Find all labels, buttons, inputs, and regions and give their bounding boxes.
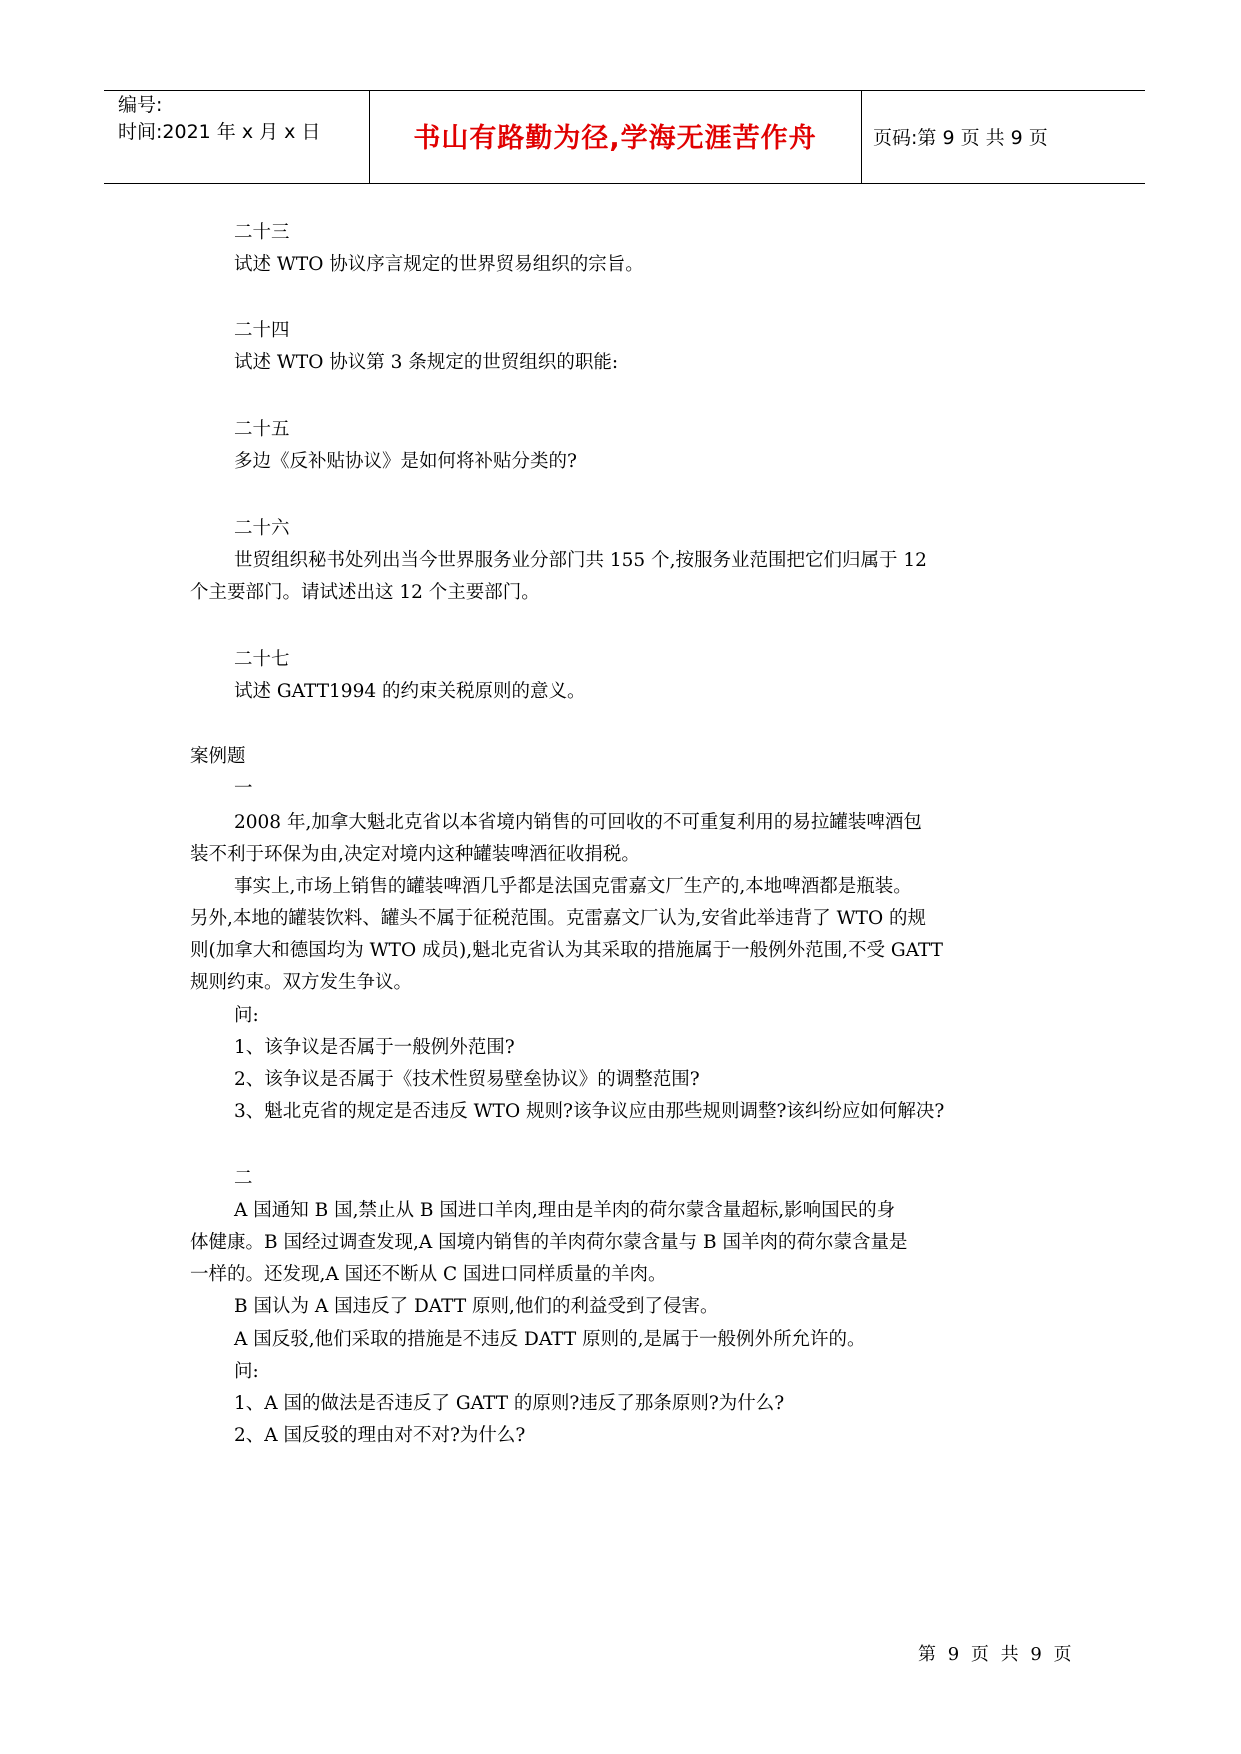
case-question: 2、A 国反驳的理由对不对?为什么?	[234, 1425, 526, 1446]
header-divider-right	[861, 90, 862, 183]
question-text: 个主要部门。请试述出这 12 个主要部门。	[190, 582, 540, 603]
question-label: 问:	[234, 1005, 259, 1026]
case-question: 3、魁北克省的规定是否违反 WTO 规则?该争议应由那些规则调整?该纠纷应如何解决?	[234, 1101, 945, 1122]
case-number: 一	[234, 778, 253, 799]
case-paragraph: 2008 年,加拿大魁北克省以本省境内销售的可回收的不可重复利用的易拉罐装啤酒包	[234, 812, 922, 833]
header-left-block	[118, 92, 320, 146]
case-paragraph: B 国认为 A 国违反了 DATT 原则,他们的利益受到了侵害。	[234, 1296, 719, 1317]
page-footer: 第 9 页 共 9 页	[918, 1644, 1075, 1665]
case-paragraph: 体健康。B 国经过调查发现,A 国境内销售的羊肉荷尔蒙含量与 B 国羊肉的荷尔蒙含量是	[190, 1232, 908, 1253]
header-top-rule	[104, 90, 1145, 91]
question-text: 试述 WTO 协议第 3 条规定的世贸组织的职能:	[234, 352, 619, 373]
case-paragraph: 事实上,市场上销售的罐装啤酒几乎都是法国克雷嘉文厂生产的,本地啤酒都是瓶装。	[234, 876, 912, 897]
case-question: 2、该争议是否属于《技术性贸易壁垒协议》的调整范围?	[234, 1069, 700, 1090]
question-label: 问:	[234, 1361, 259, 1382]
case-number: 二	[234, 1168, 253, 1189]
question-text: 世贸组织秘书处列出当今世界服务业分部门共 155 个,按服务业范围把它们归属于 12	[234, 550, 927, 571]
case-paragraph: A 国通知 B 国,禁止从 B 国进口羊肉,理由是羊肉的荷尔蒙含量超标,影响国民的身	[234, 1200, 896, 1221]
case-paragraph: 装不利于环保为由,决定对境内这种罐装啤酒征收捐税。	[190, 844, 640, 865]
page-label: 页码:第 9 页 共 9 页	[873, 127, 1048, 149]
case-paragraph: 规则约束。双方发生争议。	[190, 972, 413, 993]
number-label: 编号:	[118, 94, 163, 116]
case-paragraph: 另外,本地的罐装饮料、罐头不属于征税范围。克雷嘉文厂认为,安省此举违背了 WTO 的规	[190, 908, 927, 929]
case-paragraph: 则(加拿大和德国均为 WTO 成员),魁北克省认为其采取的措施属于一般例外范围,不受 GATT	[190, 940, 944, 961]
case-question: 1、A 国的做法是否违反了 GATT 的原则?违反了那条原则?为什么?	[234, 1393, 785, 1414]
section-heading: 二十五	[234, 419, 290, 440]
case-paragraph: A 国反驳,他们采取的措施是不违反 DATT 原则的,是属于一般例外所允许的。	[234, 1329, 866, 1350]
question-text: 试述 GATT1994 的约束关税原则的意义。	[234, 681, 586, 702]
question-text: 多边《反补贴协议》是如何将补贴分类的?	[234, 451, 577, 472]
section-heading: 二十六	[234, 518, 290, 539]
header-bottom-rule	[104, 183, 1145, 184]
case-section-title: 案例题	[190, 746, 246, 767]
motto-title: 书山有路勤为径,学海无涯苦作舟	[413, 123, 817, 154]
case-question: 1、该争议是否属于一般例外范围?	[234, 1037, 515, 1058]
section-heading: 二十七	[234, 649, 290, 670]
question-text: 试述 WTO 协议序言规定的世界贸易组织的宗旨。	[234, 254, 644, 275]
time-label: 时间:2021 年 x 月 x 日	[118, 121, 321, 143]
section-heading: 二十四	[234, 320, 290, 341]
section-heading: 二十三	[234, 222, 290, 243]
case-paragraph: 一样的。还发现,A 国还不断从 C 国进口同样质量的羊肉。	[190, 1264, 667, 1285]
